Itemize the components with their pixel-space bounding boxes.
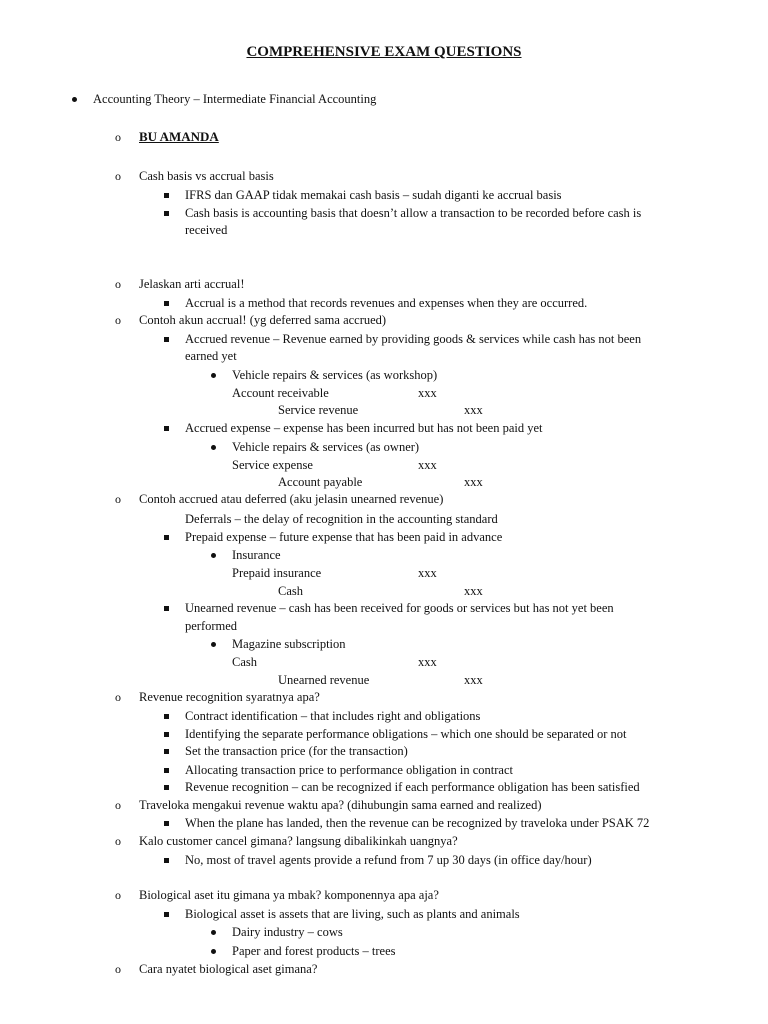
- item-text: Cash basis is accounting basis that doesn’t allow a transaction to be recorded before cash is: [185, 206, 642, 220]
- circle-bullet-icon: o: [115, 690, 121, 704]
- journal-amount: xxx: [464, 584, 483, 598]
- dot-bullet-icon: [211, 930, 216, 935]
- square-bullet-icon: [164, 858, 169, 863]
- journal-amount: xxx: [418, 566, 437, 580]
- item-text: Jelaskan arti accrual!: [139, 277, 245, 291]
- item-text: No, most of travel agents provide a refund from 7 up 30 days (in office day/hour): [185, 853, 592, 867]
- item-text: Unearned revenue: [278, 673, 370, 687]
- item-text: Biological aset itu gimana ya mbak? komponennya apa aja?: [139, 888, 439, 902]
- item-text: Traveloka mengakui revenue waktu apa? (dihubungin sama earned and realized): [139, 798, 542, 812]
- item-text: earned yet: [185, 349, 237, 363]
- circle-bullet-icon: o: [115, 277, 121, 291]
- journal-amount: xxx: [464, 673, 483, 687]
- circle-bullet-icon: o: [115, 798, 121, 812]
- item-text: Cara nyatet biological aset gimana?: [139, 962, 318, 976]
- item-text: Deferrals – the delay of recognition in the accounting standard: [185, 512, 498, 526]
- item-text: Accounting Theory – Intermediate Financial Accounting: [93, 92, 377, 106]
- item-text: Kalo customer cancel gimana? langsung dibalikinkah uangnya?: [139, 834, 458, 848]
- item-text: Account payable: [278, 475, 363, 489]
- circle-bullet-icon: o: [115, 130, 121, 144]
- journal-amount: xxx: [418, 458, 437, 472]
- item-text: Service expense: [232, 458, 313, 472]
- square-bullet-icon: [164, 785, 169, 790]
- item-text: Contract identification – that includes right and obligations: [185, 709, 481, 723]
- item-text: performed: [185, 619, 238, 633]
- item-text: Vehicle repairs & services (as workshop): [232, 368, 438, 382]
- dot-bullet-icon: [211, 445, 216, 450]
- item-text: Cash: [232, 655, 257, 669]
- item-text: IFRS dan GAAP tidak memakai cash basis – sudah diganti ke accrual basis: [185, 188, 562, 202]
- circle-bullet-icon: o: [115, 169, 121, 183]
- item-text: Biological asset is assets that are living, such as plants and animals: [185, 907, 520, 921]
- item-text: Vehicle repairs & services (as owner): [232, 440, 420, 454]
- item-text: Contoh accrued atau deferred (aku jelasin unearned revenue): [139, 492, 444, 506]
- square-bullet-icon: [164, 535, 169, 540]
- item-text: Service revenue: [278, 403, 359, 417]
- item-text: Accrued revenue – Revenue earned by providing goods & services while cash has not been: [185, 332, 642, 346]
- item-text: Unearned revenue – cash has been received for goods or services but has not yet been: [185, 601, 614, 615]
- item-text: Insurance: [232, 548, 281, 562]
- page-title: COMPREHENSIVE EXAM QUESTIONS: [246, 44, 522, 60]
- item-text: Cash: [278, 584, 303, 598]
- square-bullet-icon: [164, 768, 169, 773]
- square-bullet-icon: [164, 211, 169, 216]
- dot-bullet-icon: [211, 949, 216, 954]
- item-text: Allocating transaction price to performance obligation in contract: [185, 763, 514, 777]
- journal-amount: xxx: [418, 655, 437, 669]
- square-bullet-icon: [164, 193, 169, 198]
- item-text: received: [185, 223, 228, 237]
- square-bullet-icon: [164, 749, 169, 754]
- item-text: Revenue recognition syaratnya apa?: [139, 690, 320, 704]
- journal-amount: xxx: [464, 403, 483, 417]
- item-text: Cash basis vs accrual basis: [139, 169, 274, 183]
- item-text: Magazine subscription: [232, 637, 346, 651]
- item-text: Dairy industry – cows: [232, 925, 343, 939]
- circle-bullet-icon: o: [115, 888, 121, 902]
- square-bullet-icon: [164, 301, 169, 306]
- circle-bullet-icon: o: [115, 962, 121, 976]
- item-text: Accrual is a method that records revenues and expenses when they are occurred.: [185, 296, 588, 310]
- square-bullet-icon: [164, 912, 169, 917]
- item-text: Revenue recognition – can be recognized if each performance obligation has been satisfied: [185, 780, 640, 794]
- square-bullet-icon: [164, 337, 169, 342]
- circle-bullet-icon: o: [115, 492, 121, 506]
- item-text: Account receivable: [232, 386, 329, 400]
- square-bullet-icon: [164, 732, 169, 737]
- circle-bullet-icon: o: [115, 834, 121, 848]
- square-bullet-icon: [164, 426, 169, 431]
- square-bullet-icon: [164, 821, 169, 826]
- dot-bullet-icon: [211, 553, 216, 558]
- item-text: Accrued expense – expense has been incurred but has not been paid yet: [185, 421, 543, 435]
- item-text: Prepaid expense – future expense that has been paid in advance: [185, 530, 503, 544]
- square-bullet-icon: [164, 714, 169, 719]
- journal-amount: xxx: [418, 386, 437, 400]
- item-text: Contoh akun accrual! (yg deferred sama accrued): [139, 313, 387, 327]
- item-text: When the plane has landed, then the revenue can be recognized by traveloka under PSAK 72: [185, 816, 650, 830]
- dot-bullet-icon: [211, 642, 216, 647]
- item-text: Prepaid insurance: [232, 566, 322, 580]
- item-text: Identifying the separate performance obligations – which one should be separated or not: [185, 727, 627, 741]
- item-text: BU AMANDA: [139, 129, 219, 144]
- item-text: Set the transaction price (for the transaction): [185, 744, 408, 758]
- journal-amount: xxx: [464, 475, 483, 489]
- square-bullet-icon: [164, 606, 169, 611]
- dot-bullet-icon: [72, 97, 77, 102]
- dot-bullet-icon: [211, 373, 216, 378]
- circle-bullet-icon: o: [115, 313, 121, 327]
- item-text: Paper and forest products – trees: [232, 944, 396, 958]
